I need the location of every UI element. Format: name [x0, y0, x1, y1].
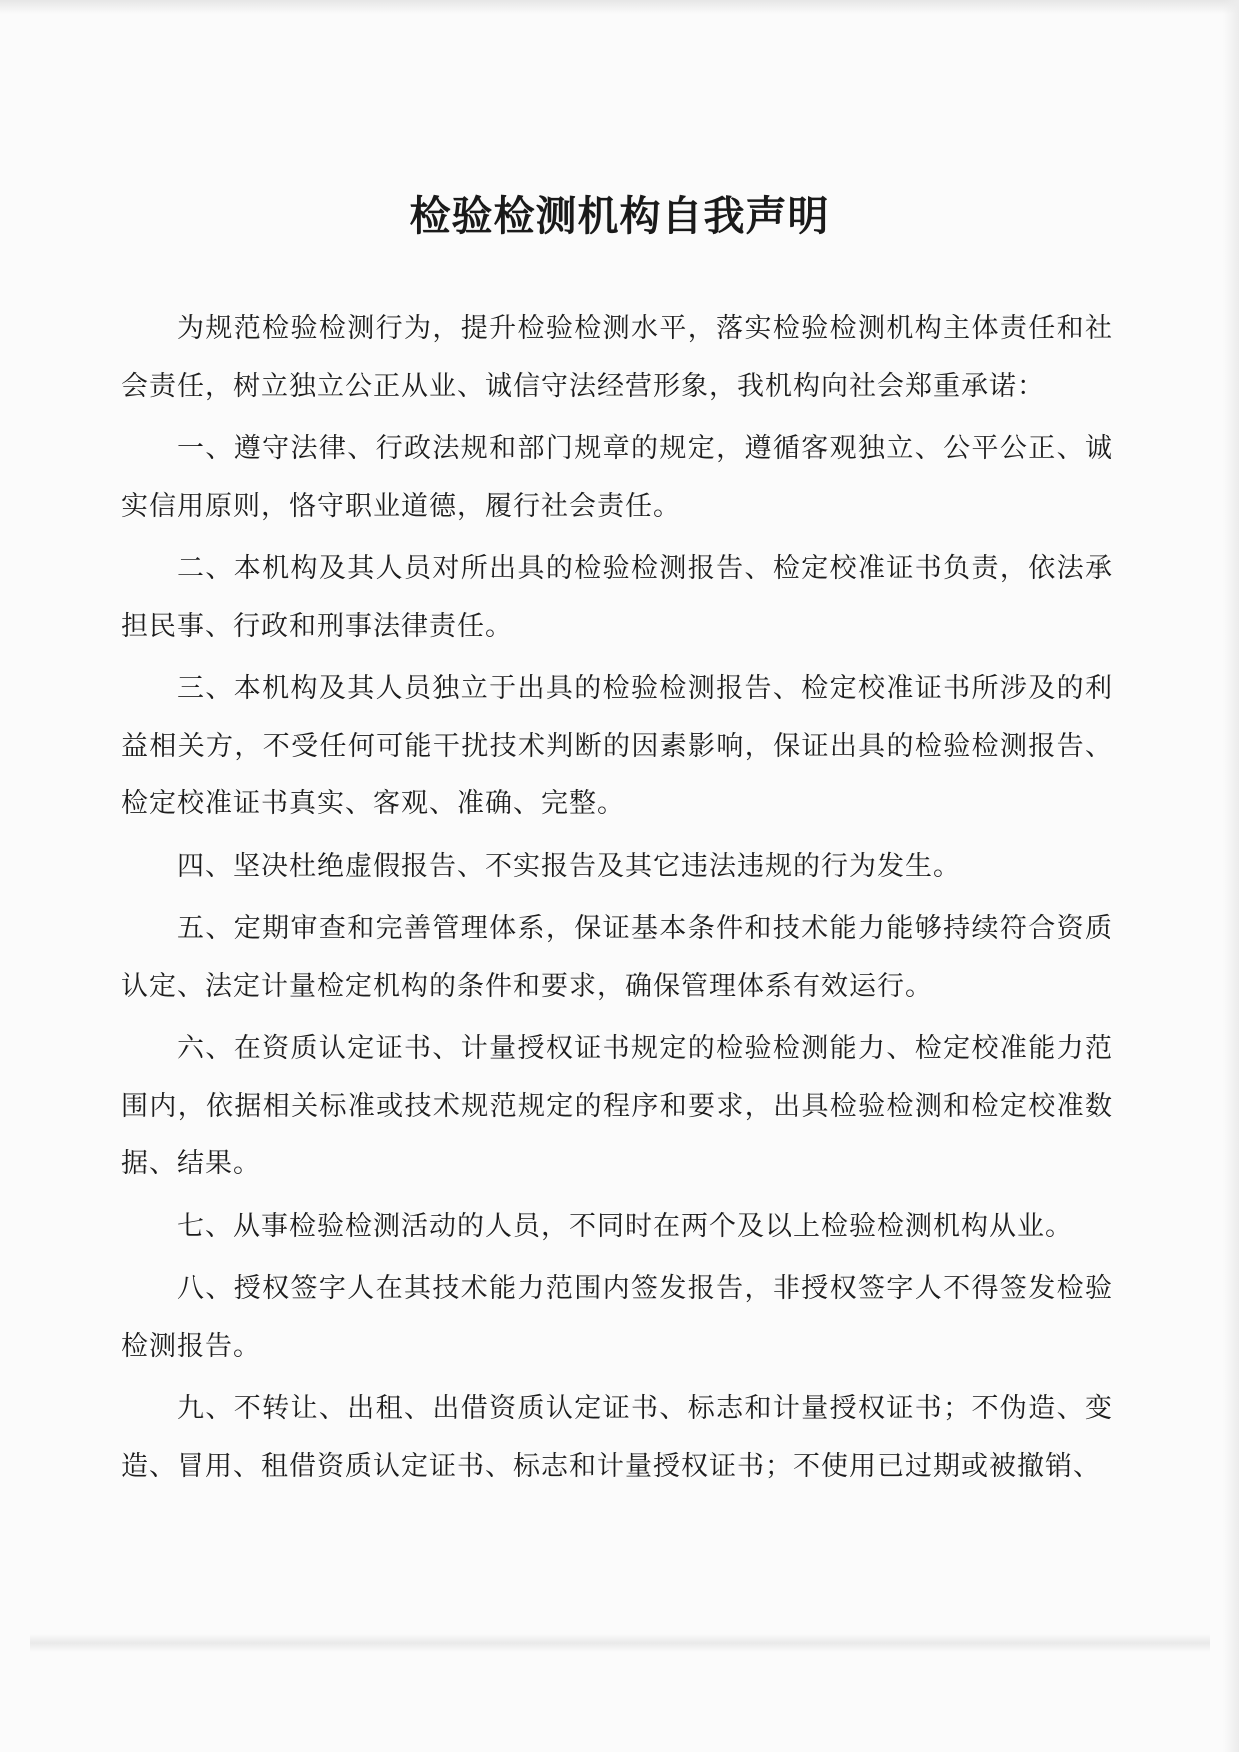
- paragraph-item-4: 四、坚决杜绝虚假报告、不实报告及其它违法违规的行为发生。: [177, 850, 961, 882]
- scan-shadow-top: [0, 0, 1239, 14]
- paragraph-item-7: 七、从事检验检测活动的人员，不同时在两个及以上检验检测机构从业。: [177, 1210, 1073, 1242]
- paragraph-item-8: 八、授权签字人在其技术能力范围内签发报告，非授权签字人不得签发检验检测报告。: [121, 1273, 1113, 1362]
- paragraph-item-6: 六、在资质认定证书、计量授权证书规定的检验检测能力、检定校准能力范围内，依据相关标准或技术规范规定的程序和要求，出具检验检测和检定校准数据、结果。: [121, 1033, 1113, 1179]
- paragraph-item-2: 二、本机构及其人员对所出具的检验检测报告、检定校准证书负责，依法承担民事、行政和刑事法律责任。: [121, 553, 1113, 642]
- paragraph-item-9: 九、不转让、出租、出借资质认定证书、标志和计量授权证书；不伪造、变造、冒用、租借资质认定证书、标志和计量授权证书；不使用已过期或被撤销、: [121, 1393, 1113, 1482]
- paragraph-item-1: 一、遵守法律、行政法规和部门规章的规定，遵循客观独立、公平公正、诚实信用原则，恪守职业道德，履行社会责任。: [121, 433, 1113, 522]
- paragraph-preamble: 为规范检验检测行为，提升检验检测水平，落实检验检测机构主体责任和社会责任，树立独立公正从业、诚信守法经营形象，我机构向社会郑重承诺：: [121, 313, 1113, 402]
- paragraph-item-3: 三、本机构及其人员独立于出具的检验检测报告、检定校准证书所涉及的利益相关方，不受任何可能干扰技术判断的因素影响，保证出具的检验检测报告、检定校准证书真实、客观、准确、完整。: [121, 673, 1113, 819]
- paragraph-item-5: 五、定期审查和完善管理体系，保证基本条件和技术能力能够持续符合资质认定、法定计量检定机构的条件和要求，确保管理体系有效运行。: [121, 913, 1113, 1002]
- document-title: 检验检测机构自我声明: [409, 192, 830, 240]
- document-body: [121, 300, 1113, 1500]
- scan-shadow-right: [1223, 0, 1239, 1752]
- scan-artifact-band: [30, 1634, 1210, 1652]
